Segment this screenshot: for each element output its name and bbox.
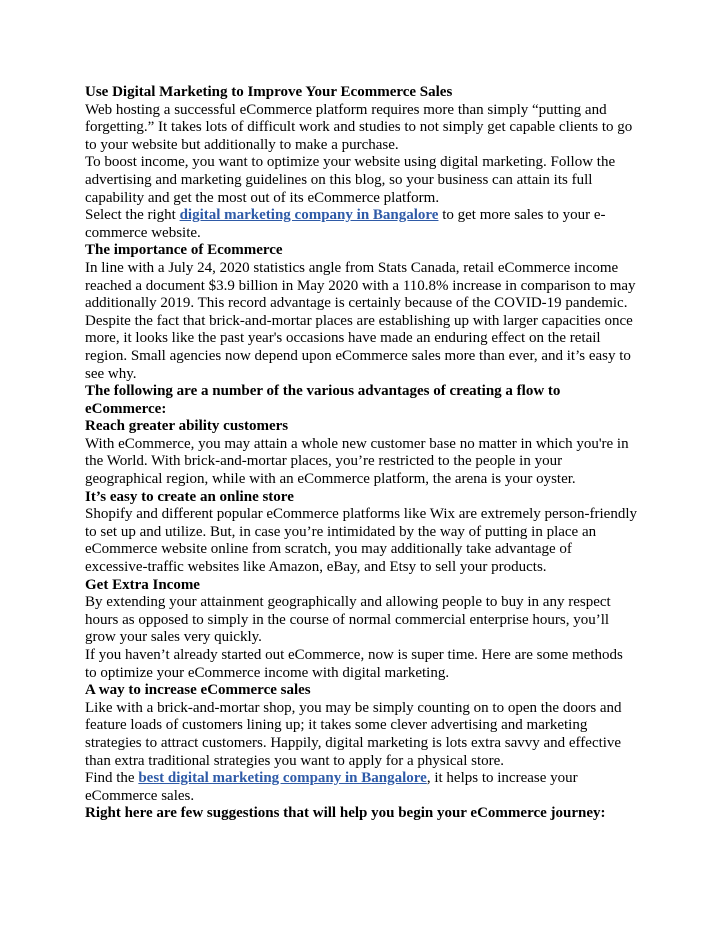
paragraph-with-link [85, 770, 637, 805]
paragraph: Shopify and different popular eCommerce platforms like Wix are extremely person-friendly to set up and utilize. But, in case you’re intimidated by the way of putting in place an eCommerce website online from scratch, you may additionally take advantage of excessive-traffic websites like Amazon, eBay, and Etsy to sell your products. [85, 506, 637, 576]
heading-digital-marketing: Use Digital Marketing to Improve Your Ecommerce Sales [85, 84, 453, 100]
heading-reach-customers: Reach greater ability customers [85, 418, 289, 435]
paragraph: In line with a July 24, 2020 statistics angle from Stats Canada, retail eCommerce income reached a document $3.9 billion in May 2020 with a 110.8% increase in comparison to may additionally 2019. This record advantage is certainly because of the COVID-19 pandemic. [85, 259, 636, 312]
paragraph-text: , it helps to increase your eCommerce sales. [85, 770, 578, 804]
paragraph-text: Find the [85, 770, 139, 787]
heading-importance-of-ecommerce: The importance of Ecommerce [85, 242, 283, 259]
paragraph: Despite the fact that brick-and-mortar places are establishing up with larger capacities once more, it looks like the past year's occasions have made an enduring effect on the retail region. Small agencies now depend upon eCommerce sales more than ever, and it’s easy to see why. [85, 312, 633, 382]
paragraph-text: Select the right [85, 207, 180, 224]
paragraph: Like with a brick-and-mortar shop, you may be simply counting on to open the doors and feature loads of customers lining up; it takes some clever advertising and marketing strategies to attract customers. Happily, digital marketing is lots extra savvy and effective than extra traditional strategies you want to apply for a physical store. [85, 699, 622, 769]
digital-marketing-company-link[interactable]: digital marketing company in Bangalore [179, 207, 439, 224]
best-digital-marketing-company-link[interactable]: best digital marketing company in Bangalore [138, 770, 427, 787]
paragraph-text: to get more sales to your e-commerce website. [85, 207, 606, 241]
paragraph: With eCommerce, you may attain a whole new customer base no matter in which you're in the World. With brick-and-mortar places, you’re restricted to the people in your geographical region, while with an eCommerce platform, the arena is your oyster. [85, 435, 629, 488]
paragraph: By extending your attainment geographically and allowing people to buy in any respect hours as opposed to simply in the course of normal commercial enterprise hours, you’ll grow your sales very quickly. [85, 594, 611, 646]
heading-advantages: The following are a number of the various advantages of creating a flow to eCommerce: [85, 383, 561, 417]
paragraph: If you haven’t already started out eCommerce, now is super time. Here are some methods to optimize your eCommerce income with digital marketing. [85, 647, 623, 681]
heading-increase-sales: A way to increase eCommerce sales [85, 682, 311, 699]
paragraph: Web hosting a successful eCommerce platform requires more than simply “putting and forgetting.” It takes lots of difficult work and studies to not simply get capable clients to go to your website but additionally to make a purchase. [85, 101, 633, 153]
heading-suggestions: Right here are few suggestions that will help you begin your eCommerce journey: [85, 805, 606, 822]
document-page [85, 84, 637, 823]
heading-extra-income: Get Extra Income [85, 576, 200, 593]
paragraph: To boost income, you want to optimize your website using digital marketing. Follow the advertising and marketing guidelines on this blog, so your business can attain its full capability and get the most out of its eCommerce platform. [85, 154, 616, 206]
paragraph-with-link [85, 207, 637, 242]
heading-online-store: It’s easy to create an online store [85, 488, 294, 505]
